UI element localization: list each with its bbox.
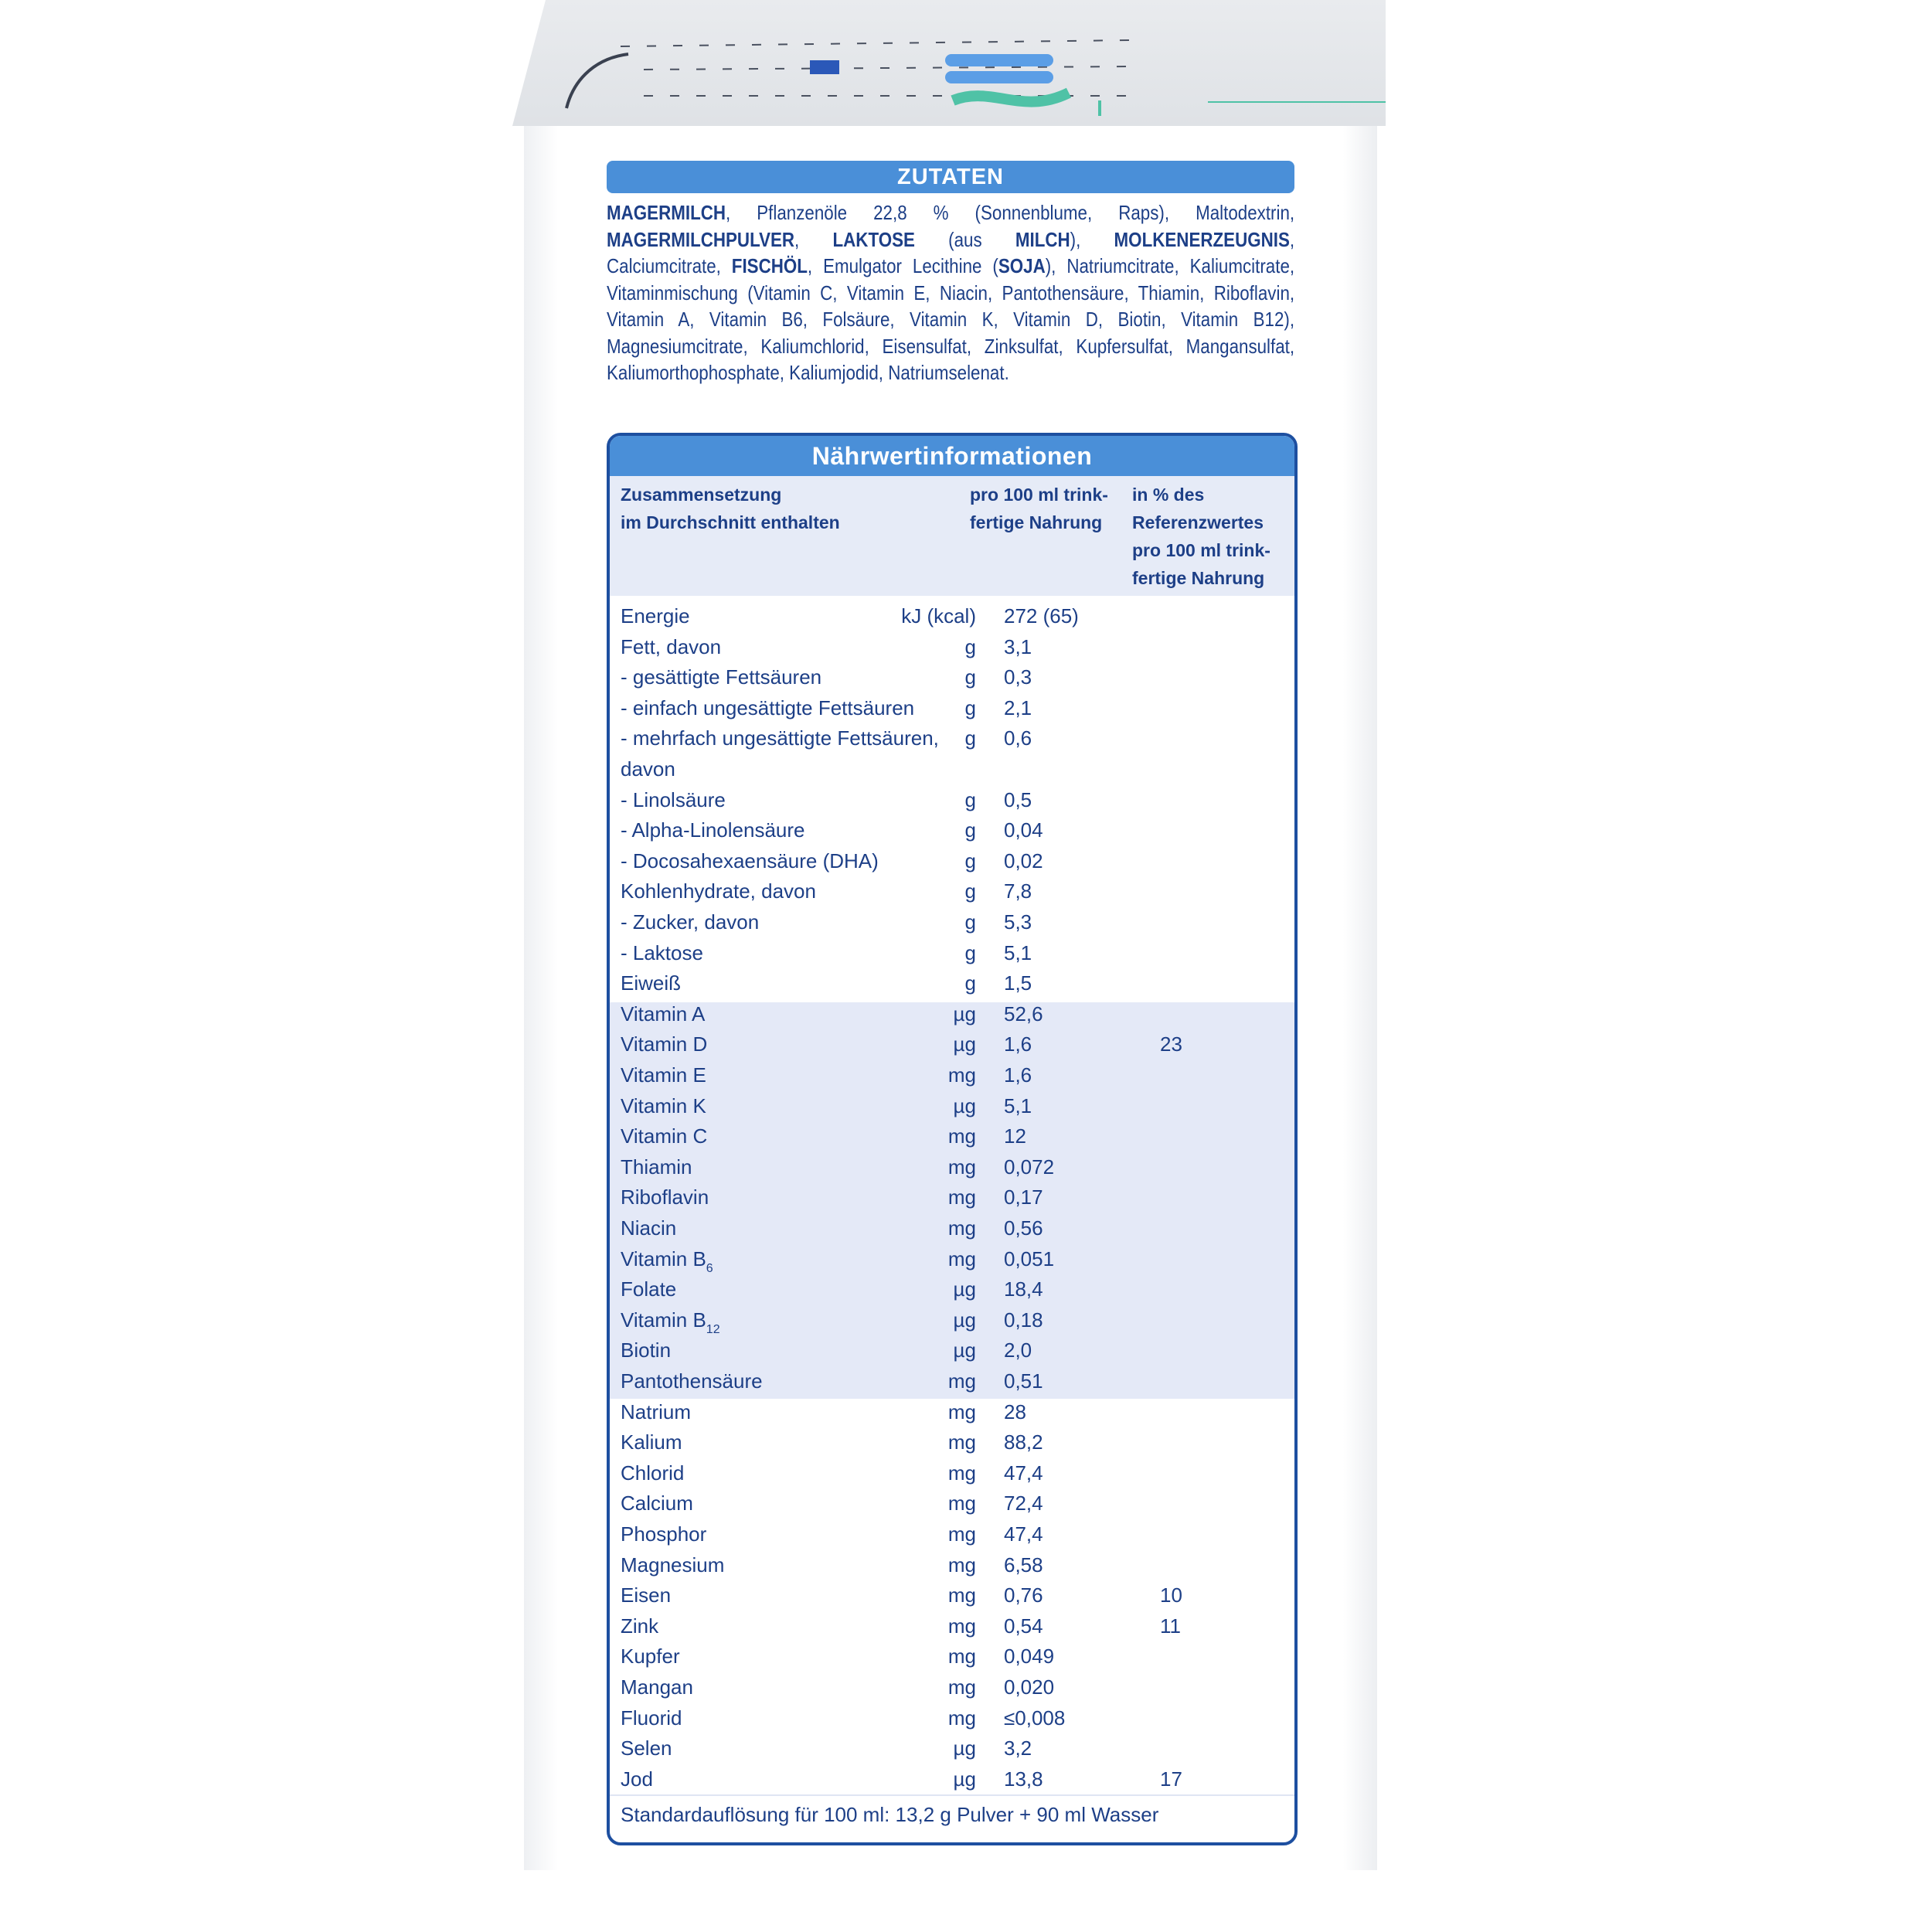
nutrient-unit: mg (947, 1461, 976, 1485)
ingredient-text: , Calciumcitrate, (607, 227, 1295, 277)
nutrient-value: 0,17 (1004, 1185, 1043, 1209)
nutrient-row (610, 1060, 1294, 1090)
nutrient-unit: mg (947, 1645, 976, 1668)
nutrient-unit: µg (953, 1308, 976, 1332)
nutrient-name: Eiweiß (621, 971, 682, 995)
nutrient-value: 47,4 (1004, 1522, 1043, 1546)
nutrient-unit: g (964, 940, 976, 964)
nutrient-unit: mg (947, 1247, 976, 1270)
nutrient-name: Chlorid (621, 1461, 685, 1485)
nutrient-name: Niacin (621, 1216, 677, 1240)
nutrient-value: 13,8 (1004, 1767, 1043, 1791)
nutrient-row (610, 1549, 1294, 1580)
nutrient-unit: µg (953, 1277, 976, 1301)
nutrient-row (610, 1366, 1294, 1396)
nutrient-unit: mg (947, 1400, 976, 1423)
nutrient-value: 3,1 (1004, 634, 1032, 658)
nutrient-unit: µg (953, 1094, 976, 1117)
nutrient-name: Zink (621, 1614, 659, 1638)
nutrient-unit: g (964, 849, 976, 872)
nutrient-unit: mg (947, 1124, 976, 1148)
nutrient-unit: g (964, 787, 976, 811)
nutrient-name: Folate (621, 1277, 677, 1301)
nutrient-name: Vitamin $B_6$ (621, 1247, 713, 1275)
nutrient-value: 0,5 (1004, 787, 1032, 811)
nutrient-row (610, 1764, 1294, 1794)
nutrient-unit: µg (953, 1767, 976, 1791)
header-composition: Zusammensetzung im Durchschnitt enthalten (621, 485, 840, 532)
nutrient-row (610, 1304, 1294, 1335)
nutrient-name: Fluorid (621, 1706, 682, 1730)
nutrient-name: Phosphor (621, 1522, 707, 1546)
nutrient-unit: g (964, 971, 976, 995)
nutrient-row (610, 1641, 1294, 1672)
ingredients-title: ZUTATEN (607, 161, 1294, 193)
nutrient-unit: g (964, 726, 976, 750)
ingredient-text: , Pflanzenöle 22,8 % (Sonnenblume, Raps), Maltodextrin, (726, 201, 1295, 224)
allergen-text: MAGERMILCHPULVER (607, 227, 795, 251)
nutrient-value: 1,6 (1004, 1032, 1032, 1056)
nutrient-row (610, 1519, 1294, 1549)
nutrient-name: Kalium (621, 1430, 682, 1454)
nutrient-row (610, 784, 1294, 815)
allergen-text: SOJA (998, 254, 1046, 277)
nutrient-name: Vitamin E (621, 1063, 706, 1087)
package-top-flap (512, 0, 1386, 126)
allergen-text: MOLKENERZEUGNIS (1114, 227, 1290, 251)
nutrient-name: Energie (621, 604, 690, 628)
ingredient-text: (aus (914, 227, 1015, 251)
nutrient-value: 0,51 (1004, 1369, 1043, 1393)
nutrient-name: Selen (621, 1736, 672, 1760)
nutrient-value: 5,3 (1004, 910, 1032, 934)
nutrient-row (610, 1611, 1294, 1641)
nutrient-value: 72,4 (1004, 1492, 1043, 1515)
nutrient-unit: mg (947, 1063, 976, 1087)
nutrient-value: 0,6 (1004, 726, 1032, 750)
nutrient-unit: mg (947, 1216, 976, 1240)
header-per-100ml: pro 100 ml trink- fertige Nahrung (970, 485, 1108, 532)
nutrient-row (610, 1427, 1294, 1458)
nutrient-value: 0,3 (1004, 665, 1032, 689)
nutrient-row (610, 1121, 1294, 1151)
nutrient-name: Vitamin D (621, 1032, 708, 1056)
nutrient-value: 0,020 (1004, 1675, 1055, 1699)
nutrient-unit: mg (947, 1369, 976, 1393)
nutrient-name: Fett, davon (621, 634, 722, 658)
nutrient-subscript: 6 (706, 1261, 713, 1275)
nutrient-row (610, 1488, 1294, 1519)
nutrient-name: davon (621, 757, 675, 781)
nutrient-value: 6,58 (1004, 1553, 1043, 1577)
nutrient-value: 52,6 (1004, 1002, 1043, 1026)
nutrient-row (610, 1213, 1294, 1243)
ingredients-text (607, 199, 1294, 386)
nutrient-row (610, 1458, 1294, 1488)
nutrient-value: 0,76 (1004, 1583, 1043, 1607)
nutrient-value: 12 (1004, 1124, 1026, 1148)
nutrient-unit: mg (947, 1583, 976, 1607)
nutrient-name: Mangan (621, 1675, 693, 1699)
nutrient-row (610, 1274, 1294, 1304)
nutrient-unit: g (964, 634, 976, 658)
nutrient-name: - einfach ungesättigte Fettsäuren (621, 696, 915, 719)
nutrient-row (610, 723, 1294, 753)
nutrient-row (610, 1733, 1294, 1764)
nutrient-value: 0,18 (1004, 1308, 1043, 1332)
nutrient-name: Natrium (621, 1400, 692, 1423)
nutrient-reference-percent: 11 (1160, 1614, 1181, 1638)
nutrient-name: Thiamin (621, 1155, 692, 1179)
nutrient-value: 18,4 (1004, 1277, 1043, 1301)
footer-divider (610, 1794, 1294, 1796)
nutrient-row (610, 1090, 1294, 1121)
nutrient-unit: mg (947, 1675, 976, 1699)
nutrient-row (610, 845, 1294, 876)
nutrient-name: - gesättigte Fettsäuren (621, 665, 822, 689)
nutrient-name: - Linolsäure (621, 787, 726, 811)
nutrient-row (610, 998, 1294, 1029)
nutrient-name: - Docosahexaensäure (DHA) (621, 849, 879, 872)
nutrient-row (610, 631, 1294, 662)
nutrient-reference-percent: 23 (1160, 1032, 1182, 1056)
nutrient-row (610, 876, 1294, 906)
nutrition-panel (607, 433, 1298, 1845)
nutrient-value: 88,2 (1004, 1430, 1043, 1454)
nutrient-name: Riboflavin (621, 1185, 709, 1209)
preparation-note: Standardauflösung für 100 ml: 13,2 g Pulver + 90 ml Wasser (621, 1803, 1159, 1826)
nutrient-name: Eisen (621, 1583, 672, 1607)
nutrient-name: Jod (621, 1767, 653, 1791)
nutrient-value: 5,1 (1004, 940, 1032, 964)
nutrient-unit: mg (947, 1706, 976, 1730)
nutrient-name: Kupfer (621, 1645, 680, 1668)
nutrient-row (610, 1672, 1294, 1702)
nutrient-row (610, 1702, 1294, 1733)
nutrient-unit: µg (953, 1338, 976, 1362)
nutrient-value: 0,04 (1004, 818, 1043, 842)
nutrient-value: 3,2 (1004, 1736, 1032, 1760)
nutrient-value: 0,02 (1004, 849, 1043, 872)
nutrient-name: - mehrfach ungesättigte Fettsäuren, (621, 726, 939, 750)
nutrient-unit: mg (947, 1430, 976, 1454)
nutrient-unit: kJ (kcal) (901, 604, 976, 628)
nutrient-value: 47,4 (1004, 1461, 1043, 1485)
nutrient-subscript: 12 (706, 1322, 720, 1336)
nutrient-name: Vitamin K (621, 1094, 706, 1117)
nutrient-reference-percent: 17 (1160, 1767, 1182, 1791)
header-reference-percent: in % des Referenzwertes pro 100 ml trink- fertige Nahrung (1132, 485, 1270, 588)
nutrient-unit: mg (947, 1522, 976, 1546)
nutrition-title: Nährwertinformationen (610, 436, 1294, 476)
nutrient-row (610, 1182, 1294, 1213)
nutrient-row (610, 1029, 1294, 1060)
nutrient-value: 0,56 (1004, 1216, 1043, 1240)
nutrient-unit: mg (947, 1492, 976, 1515)
nutrient-name: Kohlenhydrate, davon (621, 879, 816, 903)
nutrient-value: 5,1 (1004, 1094, 1032, 1117)
nutrient-name: - Zucker, davon (621, 910, 760, 934)
nutrient-row (610, 1580, 1294, 1611)
ingredient-text: , (794, 227, 833, 251)
nutrient-row (610, 968, 1294, 998)
nutrient-unit: g (964, 879, 976, 903)
nutrient-row (610, 1396, 1294, 1427)
nutrient-row (610, 1243, 1294, 1274)
nutrient-name: Pantothensäure (621, 1369, 763, 1393)
nutrient-name: - Laktose (621, 940, 703, 964)
nutrient-value: ≤0,008 (1004, 1706, 1066, 1730)
ingredient-text: , Emulgator Lecithine ( (807, 254, 998, 277)
nutrient-unit: g (964, 818, 976, 842)
nutrient-row (610, 662, 1294, 692)
ingredient-text: ), (1070, 227, 1114, 251)
nutrient-row (610, 906, 1294, 937)
nutrient-unit: mg (947, 1553, 976, 1577)
nutrient-unit: µg (953, 1032, 976, 1056)
nutrient-unit: g (964, 696, 976, 719)
nutrient-name: - Alpha-Linolensäure (621, 818, 805, 842)
nutrient-row (610, 1335, 1294, 1366)
nutrient-row (610, 692, 1294, 723)
allergen-text: LAKTOSE (832, 227, 915, 251)
nutrient-row (610, 753, 1294, 784)
nutrient-value: 2,1 (1004, 696, 1032, 719)
nutrient-row (610, 937, 1294, 968)
nutrient-value: 2,0 (1004, 1338, 1032, 1362)
nutrient-unit: µg (953, 1002, 976, 1026)
nutrient-value: 0,072 (1004, 1155, 1055, 1179)
nutrient-name: Biotin (621, 1338, 672, 1362)
nutrient-name: Calcium (621, 1492, 693, 1515)
nutrient-unit: mg (947, 1614, 976, 1638)
nutrient-name: Vitamin C (621, 1124, 708, 1148)
allergen-text: FISCHÖL (731, 254, 808, 277)
nutrient-name: Magnesium (621, 1553, 725, 1577)
nutrient-value: 1,5 (1004, 971, 1032, 995)
nutrient-name: Vitamin $B_{12}$ (621, 1308, 720, 1336)
nutrient-unit: g (964, 665, 976, 689)
nutrient-row (610, 815, 1294, 845)
nutrient-value: 1,6 (1004, 1063, 1032, 1087)
nutrient-unit: g (964, 910, 976, 934)
allergen-text: MAGERMILCH (607, 201, 726, 224)
nutrient-value: 0,049 (1004, 1645, 1055, 1668)
nutrient-row (610, 600, 1294, 631)
nutrient-reference-percent: 10 (1160, 1583, 1182, 1607)
nutrient-unit: mg (947, 1185, 976, 1209)
nutrient-value: 272 (65) (1004, 604, 1079, 628)
package-top-graphic (512, 0, 1386, 126)
nutrient-row (610, 1151, 1294, 1182)
nutrient-unit: µg (953, 1736, 976, 1760)
nutrient-value: 0,051 (1004, 1247, 1055, 1270)
ingredient-text: ), Natriumcitrate, Kaliumcitrate, Vitaminmischung (Vitamin C, Vitamin E, Niacin, Pantothensäure, Thiamin, Riboflavin, Vitamin A, Vitamin B6, Folsäure, Vitamin K, Vitamin D, Biotin, Vitamin B12), Magnesiumcitrate, Kaliumchlorid, Eisensulfat, Zinksulfat, Kupfersulfat, Mangansulfat, Kaliumorthophosphate, Kaliumjodid, Natriumselenat. (607, 254, 1295, 384)
nutrient-value: 0,54 (1004, 1614, 1043, 1638)
nutrient-value: 28 (1004, 1400, 1026, 1423)
nutrient-unit: mg (947, 1155, 976, 1179)
allergen-text: MILCH (1015, 227, 1070, 251)
nutrient-name: Vitamin A (621, 1002, 706, 1026)
nutrient-value: 7,8 (1004, 879, 1032, 903)
